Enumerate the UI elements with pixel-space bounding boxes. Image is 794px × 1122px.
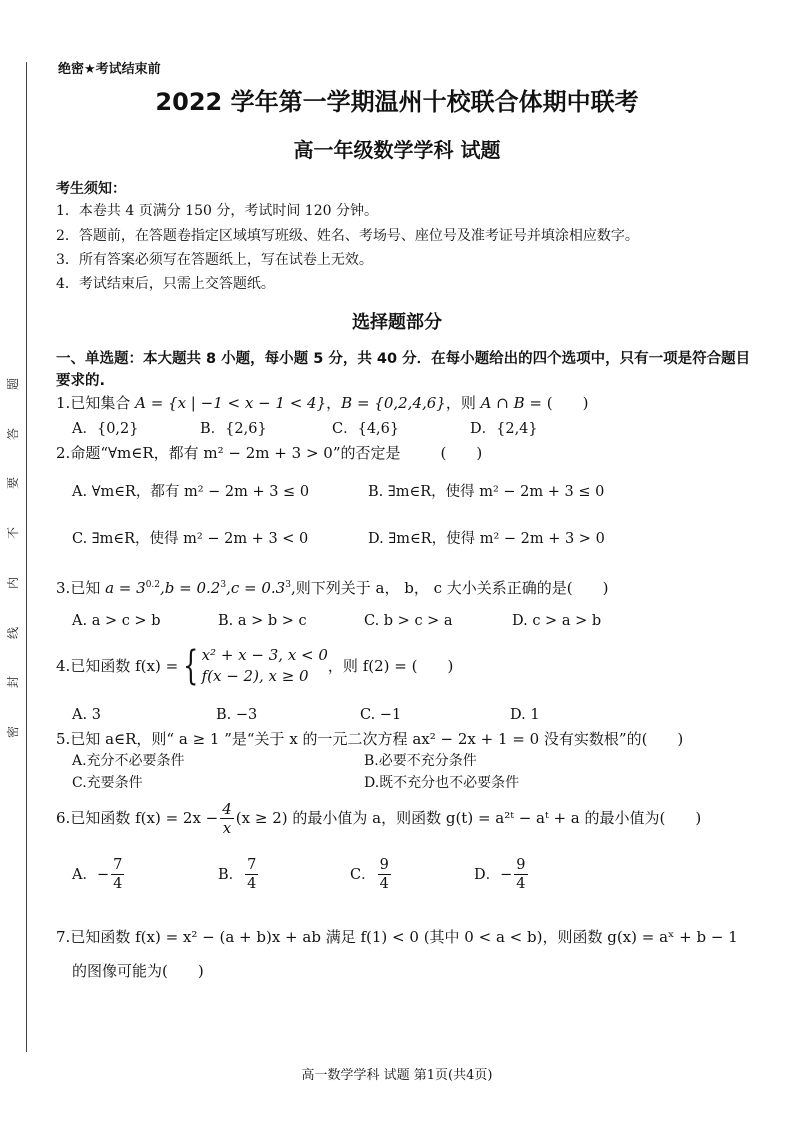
- option-a: [72, 856, 126, 893]
- option-c: C.充要条件: [72, 775, 143, 791]
- question-1: [56, 394, 588, 412]
- section-intro: 一、单选题：本大题共 8 小题，每小题 5 分，共 40 分．在每小题给出的四个选项中，只有一项是符合题目要求的.: [56, 351, 751, 389]
- option-b: B. a > b > c: [218, 613, 307, 629]
- q6-pre: 已知函数 f(x) = 2x −: [70, 809, 219, 827]
- q6-post: (x ≥ 2) 的最小值为 a，则函数 g(t) = a²ᵗ − aᵗ + a 的最小值为( ): [235, 809, 702, 827]
- option-label: B．: [218, 866, 244, 883]
- q1-set-b: B = {0,2,4,6}: [341, 394, 446, 412]
- q3-b: ,b = 0.2: [160, 579, 221, 597]
- option-a: A．{0,2}: [72, 421, 139, 437]
- question-number: 2.: [56, 444, 71, 462]
- seal-char: 内: [5, 576, 20, 589]
- option-label: C．: [350, 866, 376, 883]
- option-c: C. b > c > a: [364, 613, 453, 629]
- q3-pre: 已知: [70, 579, 106, 597]
- q7-line2: 的图像可能为( ): [72, 962, 204, 980]
- seal-char: 线: [5, 626, 20, 639]
- seal-line-text: [2, 378, 24, 738]
- option-a: A.充分不必要条件: [72, 753, 185, 769]
- q3-c: ,c = 0.3: [226, 579, 286, 597]
- option-a: A. 3: [72, 707, 101, 723]
- question-4: [56, 640, 453, 692]
- question-number: 3.: [56, 579, 71, 597]
- fraction-numerator: 7: [247, 857, 257, 873]
- option-sign: −: [500, 866, 513, 883]
- option-b: B．{2,6}: [200, 421, 267, 437]
- option-d: D.既不充分也不必要条件: [364, 775, 520, 791]
- seal-char: 题: [5, 377, 20, 391]
- question-2: [56, 444, 482, 462]
- piece-case-1: x² + x − 3, x < 0: [201, 646, 328, 664]
- q3-post: ,则下列关于 a， b， c 大小关系正确的是( ): [290, 579, 609, 597]
- q5-text: 已知 a∈R，则“ a ≥ 1 ”是“关于 x 的一元二次方程 ax² − 2x + 1 = 0 没有实数根”的( ): [70, 730, 684, 748]
- binding-margin-line: [26, 62, 27, 1052]
- section-title: 选择题部分: [352, 312, 442, 333]
- option-a: A. ∀m∈R，都有 m² − 2m + 3 ≤ 0: [72, 484, 310, 500]
- fraction-numerator: 9: [516, 857, 526, 873]
- option-d: D. c > a > b: [512, 613, 602, 629]
- note-item: 4．考试结束后，只需上交答题纸。: [56, 276, 275, 292]
- question-number: 7.: [56, 928, 71, 946]
- q3-c-exp: 3: [285, 580, 291, 590]
- fraction-denominator: 4: [247, 876, 257, 892]
- note-item: 1．本卷共 4 页满分 150 分，考试时间 120 分钟。: [56, 203, 378, 219]
- page-footer: 高一数学学科 试题 第1页(共4页): [301, 1068, 493, 1083]
- question-number: 6.: [56, 809, 71, 827]
- option-b: B.必要不充分条件: [364, 753, 477, 769]
- q4-post: ，则 f(2) = ( ): [327, 657, 454, 675]
- q1-pre: 已知集合: [70, 394, 136, 412]
- seal-char: 密: [5, 725, 20, 738]
- option-sign: −: [96, 866, 110, 883]
- notes-heading: 考生须知：: [56, 181, 126, 197]
- fraction-denominator: 4: [379, 876, 389, 892]
- q1-set-a: A = {x | −1 < x − 1 < 4}: [135, 394, 327, 412]
- piecewise-definition: [178, 645, 328, 687]
- seal-char: 要: [5, 477, 20, 490]
- question-number: 4.: [56, 657, 71, 675]
- question-5: [56, 730, 683, 748]
- confidential-label: 绝密★考试结束前: [58, 62, 161, 77]
- q3-b-exp: 3: [220, 580, 227, 590]
- note-item: 2．答题前，在答题卷指定区域填写班级、姓名、考场号、座位号及准考证号并填涂相应数字。: [56, 228, 639, 244]
- seal-char: 答: [5, 427, 20, 440]
- q3-a: a = 3: [105, 579, 146, 597]
- fraction-denominator: x: [222, 818, 232, 837]
- fraction-numerator: 9: [379, 857, 389, 873]
- q1-end: = ( ): [524, 394, 589, 412]
- piece-case-2: f(x − 2), x ≥ 0: [201, 667, 309, 685]
- left-brace-icon: {: [183, 643, 199, 689]
- option-d: D. ∃m∈R，使得 m² − 2m + 3 > 0: [368, 531, 605, 547]
- option-c: C. −1: [360, 707, 402, 723]
- question-7: [56, 928, 738, 946]
- option-b: [218, 856, 260, 893]
- fraction-denominator: 4: [516, 876, 526, 892]
- question-number: 5.: [56, 730, 71, 748]
- option-c: [350, 856, 393, 893]
- q2-text: 命题“∀m∈R，都有 m² − 2m + 3 > 0”的否定是: [70, 444, 401, 462]
- q1-mid: ，则: [445, 394, 481, 412]
- option-c: C. ∃m∈R，使得 m² − 2m + 3 < 0: [72, 531, 309, 547]
- answer-paren: ( ): [440, 444, 483, 462]
- exam-subtitle: 高一年级数学学科 试题: [293, 138, 501, 162]
- fraction-numerator: 7: [113, 857, 123, 873]
- seal-char: 不: [5, 527, 20, 540]
- fraction-numerator: 4: [222, 799, 232, 818]
- question-6: [56, 796, 701, 840]
- note-item: 3．所有答案必须写在答题纸上，写在试卷上无效。: [56, 252, 373, 268]
- q3-a-exp: 0.2: [145, 580, 161, 590]
- option-d: D. 1: [510, 707, 540, 723]
- option-d: D．{2,4}: [470, 421, 538, 437]
- seal-char: 封: [5, 676, 20, 689]
- q4-pre: 已知函数 f(x) =: [70, 657, 179, 675]
- option-c: C．{4,6}: [332, 421, 400, 437]
- question-3: [56, 576, 608, 597]
- option-label: D．: [474, 866, 501, 883]
- fraction-denominator: 4: [113, 876, 123, 892]
- option-a: A. a > c > b: [72, 613, 161, 629]
- q1-expr: A ∩ B: [480, 394, 525, 412]
- option-d: [474, 856, 530, 893]
- option-label: A．: [72, 866, 97, 883]
- q7-line1: 已知函数 f(x) = x² − (a + b)x + ab 满足 f(1) < 0 (其中 0 < a < b)，则函数 g(x) = aˣ + b − 1: [70, 928, 738, 946]
- question-number: 1.: [56, 394, 71, 412]
- option-b: B. −3: [216, 707, 258, 723]
- exam-title: 2022 学年第一学期温州十校联合体期中联考: [155, 88, 639, 116]
- option-b: B. ∃m∈R，使得 m² − 2m + 3 ≤ 0: [368, 484, 605, 500]
- q1-sep: ，: [326, 394, 342, 412]
- fraction: [220, 800, 234, 837]
